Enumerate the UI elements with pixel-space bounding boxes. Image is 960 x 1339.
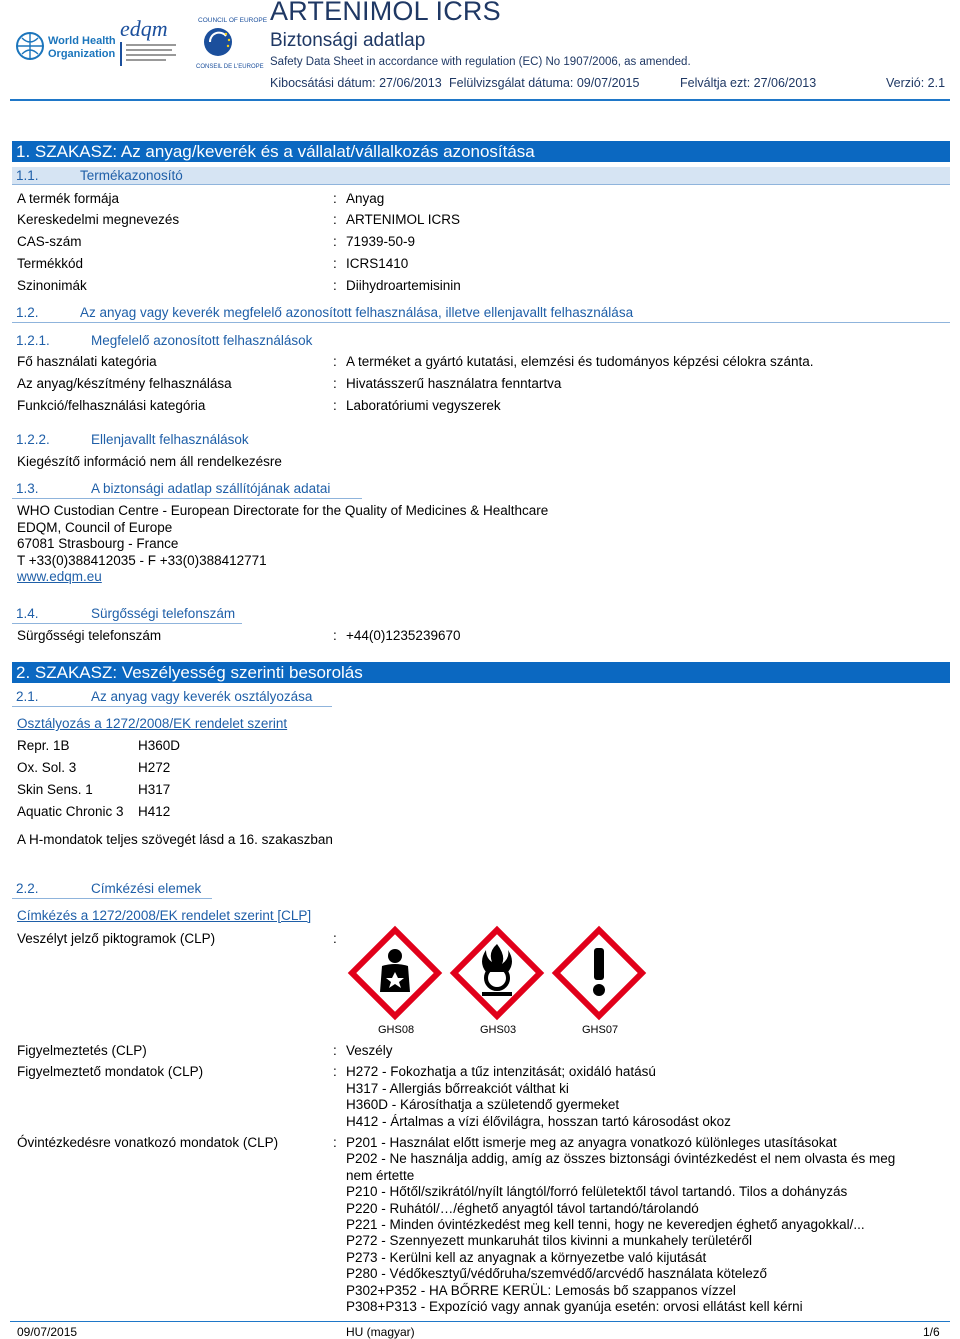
precautionary-statement: P302+P352 - HA BŐRRE KERÜL: Lemosás bő szappanos vízzel	[346, 1282, 736, 1298]
edqm-logo	[116, 14, 182, 70]
subsection-2-1: 2.1. Az anyag vagy keverék osztályozása	[12, 688, 332, 707]
classification-note: A H-mondatok teljes szövegét lásd a 16. szakaszban	[17, 832, 333, 847]
supplier-line: EDQM, Council of Europe	[17, 519, 173, 535]
svg-text:CONSEIL DE L'EUROPE: CONSEIL DE L'EUROPE	[196, 64, 264, 70]
supplier-line: T +33(0)388412035 - F +33(0)388412771	[17, 552, 267, 568]
regulation-note: Safety Data Sheet in accordance with regulation (EC) No 1907/2006, as amended.	[270, 56, 691, 68]
section-2-heading: 2. SZAKASZ: Veszélyesség szerinti besorolás	[12, 662, 950, 683]
no-info-text: Kiegészítő információ nem áll rendelkezésre	[17, 454, 282, 469]
council-of-europe-logo	[196, 14, 268, 70]
footer-language: HU (magyar)	[346, 1325, 415, 1339]
who-logo	[14, 28, 116, 64]
row-label: A termék formája	[17, 191, 120, 206]
row-value: ICRS1410	[346, 256, 409, 271]
hazard-class: Skin Sens. 1	[17, 782, 93, 797]
precautionary-statement: P210 - Hőtől/szikrától/nyílt lángtól/forró felületektől távol tartandó. Tilos a dohányzás	[346, 1184, 848, 1200]
precautionary-statement: P220 - Ruhától/…/éghető anyagtól távol tartandó/tárolandó	[346, 1200, 699, 1216]
row-value: Hivatásszerű használatra fenntartva	[346, 376, 562, 391]
svg-text:World Health: World Health	[48, 35, 116, 47]
ghs-code: GHS03	[480, 1024, 517, 1036]
precautionary-label: Óvintézkedésre vonatkozó mondatok (CLP)	[17, 1135, 279, 1150]
supplier-website-link[interactable]: www.edqm.eu	[17, 569, 102, 584]
subsection-1-2-1: 1.2.1. Megfelelő azonosított felhasználások	[16, 333, 313, 348]
subsection-1-2: 1.2. Az anyag vagy keverék megfelelő azonosított felhasználása, illetve ellenjavallt felhasználása	[12, 304, 950, 323]
precautionary-statement: P280 - Védőkesztyű/védőruha/szemvédő/arcvédő használata kötelező	[346, 1266, 768, 1282]
row-label: Funkció/felhasználási kategória	[17, 398, 206, 413]
ghs-code: GHS08	[378, 1024, 415, 1036]
ghs-code: GHS07	[582, 1024, 619, 1036]
footer-divider	[10, 1321, 950, 1322]
row-label: Termékkód	[17, 256, 84, 271]
signal-word: Veszély	[346, 1043, 393, 1058]
hazard-statement: H272 - Fokozhatja a tűz intenzitását; oxidáló hatású	[346, 1064, 656, 1079]
svg-text:Organization: Organization	[48, 48, 116, 60]
hazard-class: Ox. Sol. 3	[17, 760, 77, 775]
hazard-code: H360D	[138, 738, 181, 753]
header-divider	[10, 99, 950, 101]
hazard-statement: H360D - Károsíthatja a születendő gyermeket	[346, 1097, 620, 1112]
supplier-line: 67081 Strasbourg - France	[17, 536, 179, 551]
row-label: Szinonimák	[17, 278, 87, 293]
row-value: Anyag	[346, 191, 385, 206]
hazard-class: Aquatic Chronic 3	[17, 804, 124, 819]
document-subtitle: Biztonsági adatlap	[270, 30, 426, 51]
precautionary-statement: nem értette	[346, 1167, 415, 1183]
hazard-code: H272	[138, 760, 171, 775]
emergency-phone: +44(0)1235239670	[346, 628, 461, 643]
hazard-statements	[346, 1064, 731, 1130]
subsection-1-1: 1.1. Termékazonosító	[12, 167, 950, 185]
footer-page-number: 1/6	[923, 1325, 940, 1339]
subsection-1-2-2: 1.2.2. Ellenjavallt felhasználások	[16, 432, 249, 447]
precautionary-statement: P202 - Ne használja addig, amíg az összes biztonsági óvintézkedést el nem olvasta és meg	[346, 1151, 896, 1167]
document-title: ARTENIMOL ICRS	[270, 0, 501, 26]
hazard-statement: H317 - Allergiás bőrreakciót válthat ki	[346, 1080, 569, 1096]
footer-date: 09/07/2015	[17, 1325, 78, 1339]
hazard-class: Repr. 1B	[17, 738, 70, 753]
oxidizer-flame-icon	[452, 928, 542, 1021]
version: Verzió: 2.1	[886, 76, 946, 90]
precautionary-statement: P201 - Használat előtt ismerje meg az anyagra vonatkozó különleges utasításokat	[346, 1135, 837, 1150]
row-value: Laboratóriumi vegyszerek	[346, 398, 501, 413]
hazard-statement: H412 - Ártalmas a vízi élővilágra, hosszan tartó károsodást okoz	[346, 1113, 731, 1129]
precautionary-statement: P221 - Minden óvintézkedést meg kell tenni, hogy ne keveredjen éghető anyagokkal/...	[346, 1217, 865, 1233]
svg-text:edqm: edqm	[120, 16, 168, 41]
subsection-1-4: 1.4. Sürgősségi telefonszám	[12, 605, 242, 624]
subsection-1-3: 1.3. A biztonsági adatlap szállítójának adatai	[12, 480, 362, 499]
section-1-heading: 1. SZAKASZ: Az anyag/keverék és a vállalat/vállalkozás azonosítása	[12, 141, 950, 162]
supersedes-date: Felváltja ezt: 27/06/2013	[680, 76, 817, 90]
precautionary-statement: P308+P313 - Expozíció vagy annak gyanúja esetén: orvosi ellátást kell kérni	[346, 1299, 803, 1315]
supplier-details	[17, 503, 548, 586]
exclamation-mark-icon	[554, 928, 644, 1021]
signal-word-label: Figyelmeztetés (CLP)	[17, 1043, 147, 1058]
precautionary-statements	[346, 1135, 895, 1315]
row-label: Az anyag/készítmény felhasználása	[17, 376, 232, 391]
hazard-code: H412	[138, 804, 171, 819]
labelling-heading: Címkézés a 1272/2008/EK rendelet szerint [CLP]	[17, 908, 312, 923]
row-label: Fő használati kategória	[17, 354, 157, 369]
precautionary-statement: P272 - Szennyezett munkaruhát tilos kivinni a munkahely területéről	[346, 1233, 752, 1249]
row-value: A terméket a gyártó kutatási, elemzési és tudományos képzési célokra szánta.	[346, 354, 814, 369]
emergency-label: Sürgősségi telefonszám	[17, 628, 162, 643]
pictograms-label: Veszélyt jelző piktogramok (CLP)	[17, 931, 216, 946]
health-hazard-icon	[350, 928, 440, 1021]
row-label: Kereskedelmi megnevezés	[17, 212, 180, 227]
row-value: 71939-50-9	[346, 234, 416, 249]
classification-heading: Osztályozás a 1272/2008/EK rendelet szerint	[17, 716, 288, 731]
row-label: CAS-szám	[17, 234, 82, 249]
subsection-2-2: 2.2. Címkézési elemek	[12, 880, 212, 899]
svg-text:COUNCIL OF EUROPE: COUNCIL OF EUROPE	[198, 17, 268, 24]
revision-date: Felülvizsgálat dátuma: 09/07/2015	[449, 76, 640, 90]
precautionary-statement: P273 - Kerülni kell az anyagnak a környezetbe való kijutását	[346, 1249, 707, 1265]
row-value: Diihydroartemisinin	[346, 278, 461, 293]
hazard-statements-label: Figyelmeztető mondatok (CLP)	[17, 1064, 204, 1079]
hazard-code: H317	[138, 782, 171, 797]
supplier-line: WHO Custodian Centre - European Directorate for the Quality of Medicines & Healthcare	[17, 503, 549, 518]
issue-date: Kibocsátási dátum: 27/06/2013	[270, 76, 442, 90]
row-value: ARTENIMOL ICRS	[346, 212, 461, 227]
